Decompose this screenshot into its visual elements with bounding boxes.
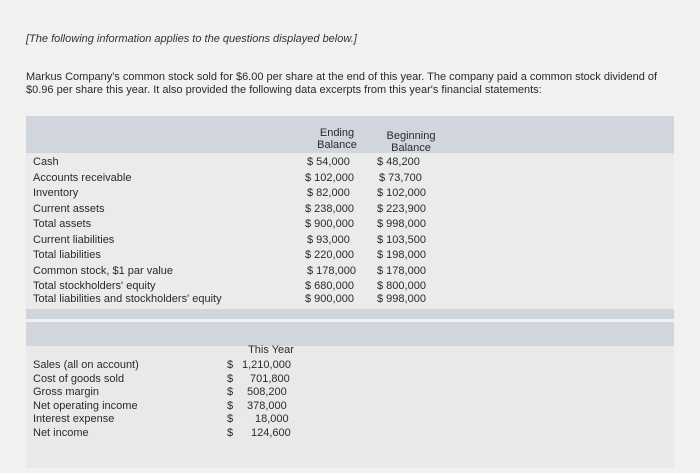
is-currency: $ — [227, 359, 234, 371]
bs-row-label: Current assets — [33, 202, 105, 215]
bs-row-label: Common stock, $1 par value — [33, 264, 174, 277]
income-statement-header-band — [26, 322, 674, 346]
bs-beginning-value: $ 103,500 — [377, 233, 426, 246]
bs-beginning-value: $ 178,000 — [377, 264, 426, 277]
bs-row-label: Total liabilities and stockholders' equity — [33, 293, 222, 305]
is-value: 1,210,000 — [242, 359, 291, 371]
bs-ending-value: $ 82,000 — [307, 187, 350, 199]
is-value: 18,000 — [255, 413, 289, 425]
bs-beginning-value: $ 223,900 — [377, 202, 426, 215]
is-row-label: Net operating income — [33, 399, 138, 412]
is-currency: $ — [227, 413, 234, 425]
header-beginning-line2: Balance — [391, 142, 431, 154]
is-currency: $ — [227, 372, 234, 385]
bs-row-label: Accounts receivable — [33, 171, 132, 184]
is-row-label: Net income — [33, 426, 89, 439]
is-row-label: Sales (all on account) — [33, 359, 139, 371]
bs-ending-value: $ 178,000 — [307, 264, 356, 277]
bs-beginning-value: $ 102,000 — [377, 187, 426, 199]
bs-beginning-value: $ 198,000 — [377, 249, 426, 261]
bs-ending-value: $ 900,000 — [305, 218, 354, 230]
bs-ending-value: $ 102,000 — [305, 171, 354, 184]
bs-row-label: Total liabilities — [33, 249, 101, 261]
header-beginning-line1: Beginning — [386, 130, 436, 142]
bs-beginning-value: $ 998,000 — [377, 293, 426, 305]
bs-beginning-value: $ 48,200 — [377, 156, 420, 168]
bs-row-label: Total assets — [33, 218, 92, 230]
income-statement-table — [26, 322, 674, 468]
is-currency: $ — [227, 399, 234, 412]
is-currency: $ — [227, 426, 234, 439]
bs-row-label: Current liabilities — [33, 233, 115, 246]
is-value: 124,600 — [251, 426, 291, 439]
intro-paragraph: Markus Company's common stock sold for $6.00 per share at the end of this year. The company paid a common stock dividend of $0.96 per share this year. It also provided the following data excerpts from this year's financial statements: — [26, 71, 658, 96]
bs-ending-value: $ 238,000 — [305, 202, 354, 215]
bs-row-label: Inventory — [33, 187, 79, 199]
is-row-label: Interest expense — [33, 413, 115, 425]
bs-row-label: Total stockholders' equity — [33, 280, 156, 292]
bs-row-label: Cash — [33, 156, 59, 168]
is-row-label: Cost of goods sold — [33, 372, 125, 385]
bs-ending-value: $ 220,000 — [305, 249, 354, 261]
bs-beginning-value: $ 73,700 — [379, 171, 422, 184]
bs-ending-value: $ 680,000 — [305, 280, 354, 292]
is-value: 508,200 — [247, 386, 287, 398]
header-ending-line2: Balance — [317, 139, 357, 151]
bs-beginning-value: $ 800,000 — [377, 280, 426, 292]
bs-ending-value: $ 93,000 — [307, 233, 350, 246]
is-currency: $ — [227, 386, 234, 398]
header-ending-line1: Ending — [319, 127, 355, 139]
header-beginning-balance — [378, 130, 444, 154]
intro-note: [The following information applies to the questions displayed below.] — [26, 33, 357, 45]
bs-ending-value: $ 54,000 — [307, 156, 350, 168]
balance-sheet-table — [26, 116, 674, 319]
bs-beginning-value: $ 998,000 — [377, 218, 426, 230]
is-value: 701,800 — [250, 372, 290, 385]
header-this-year: This Year — [248, 344, 294, 356]
bs-ending-value: $ 900,000 — [305, 293, 354, 305]
header-ending-balance — [309, 127, 365, 151]
balance-sheet-footer-band — [26, 309, 674, 319]
is-row-label: Gross margin — [33, 386, 100, 398]
is-value: 378,000 — [247, 399, 287, 412]
